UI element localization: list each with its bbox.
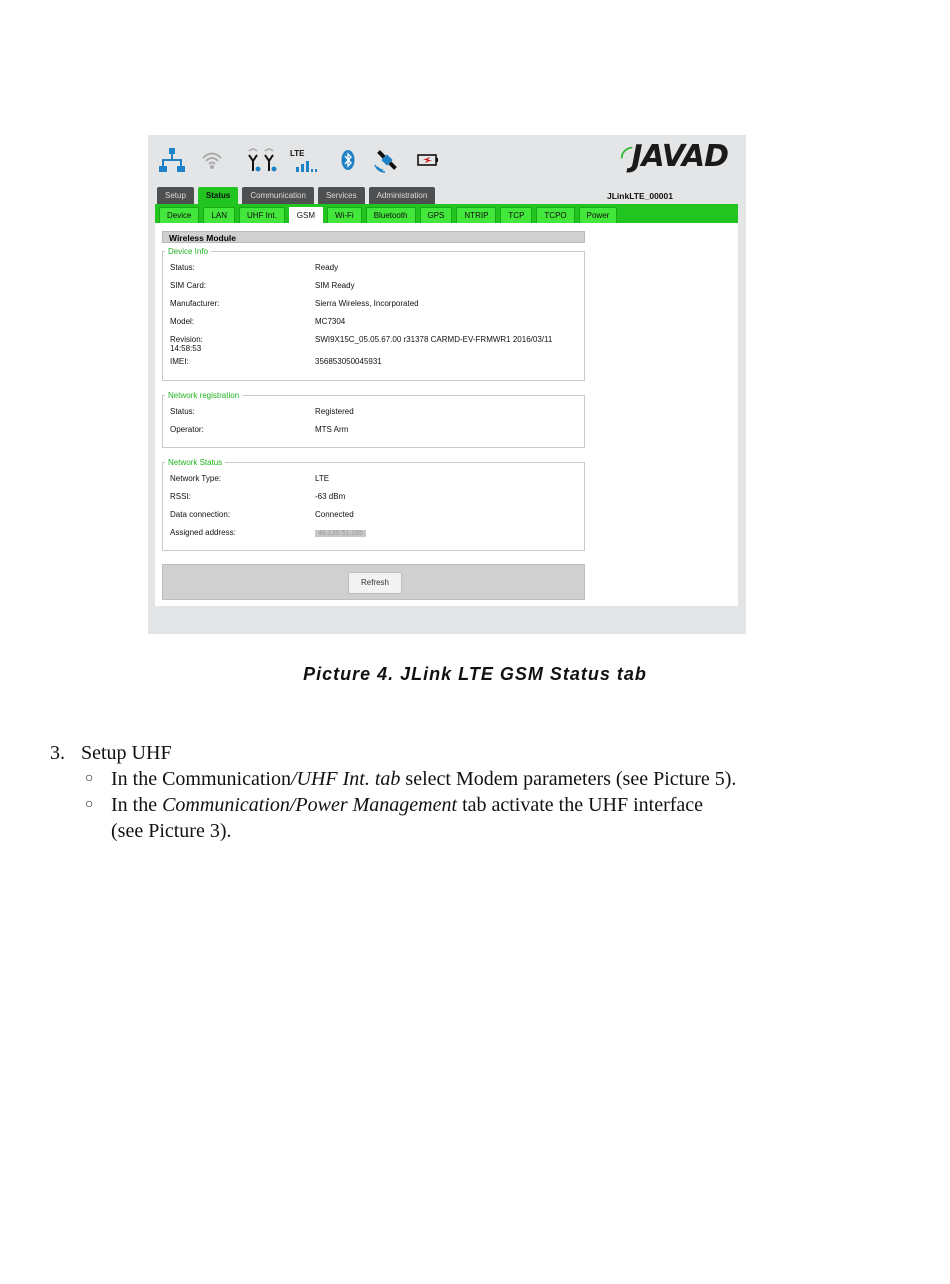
uhf-antenna-icon bbox=[244, 145, 278, 175]
tab-services[interactable]: Services bbox=[318, 187, 365, 204]
satellite-icon bbox=[374, 145, 400, 175]
sub-tabs bbox=[159, 207, 617, 224]
subtab-power[interactable]: Power bbox=[579, 207, 618, 224]
network-icon bbox=[158, 145, 186, 175]
subtab-lan[interactable]: LAN bbox=[203, 207, 235, 224]
subtab-tcpo[interactable]: TCPO bbox=[536, 207, 574, 224]
subtab-bluetooth[interactable]: Bluetooth bbox=[366, 207, 416, 224]
subtab-gps[interactable]: GPS bbox=[420, 207, 453, 224]
javad-logo: ◜JAVAD bbox=[620, 139, 728, 174]
subtab-uhf-int[interactable]: UHF Int. bbox=[239, 207, 285, 224]
battery-icon bbox=[416, 145, 440, 175]
device-info-group: Device Info Status: Ready SIM Card: SIM Ready Manufacturer: Sierra Wireless, Incorporated Model: MC7304 Revision: 14:58:53 SWI9X15C_05.05.67.00 r31378 CARMD-EV-FRMWR1 2016/03/11 IMEI: 356853050045931 bbox=[162, 247, 585, 381]
network-status-legend: Network Status bbox=[168, 458, 223, 467]
step-title: Setup UHF bbox=[81, 742, 172, 764]
bullet-marker: ○ bbox=[85, 797, 94, 812]
device-info-legend: Device Info bbox=[168, 247, 209, 256]
tab-setup[interactable]: Setup bbox=[157, 187, 194, 204]
subtab-tcp[interactable]: TCP bbox=[500, 207, 532, 224]
tab-status[interactable]: Status bbox=[198, 187, 238, 204]
bullet-2-text: In the Communication/Power Management tab activate the UHF interface bbox=[111, 794, 704, 816]
bluetooth-icon bbox=[340, 145, 356, 175]
subtab-gsm[interactable]: GSM bbox=[289, 207, 323, 224]
screenshot-frame bbox=[148, 135, 746, 634]
bullet-1-text: In the Communication/UHF Int. tab select Modem parameters (see Picture 5). bbox=[111, 768, 737, 790]
panel-title: Wireless Module bbox=[162, 231, 585, 243]
status-icon-bar bbox=[148, 135, 746, 185]
redacted-address: 46.130.51.165 bbox=[315, 530, 366, 537]
subtab-device[interactable]: Device bbox=[159, 207, 199, 224]
network-registration-legend: Network registration bbox=[168, 391, 240, 400]
main-tabs bbox=[157, 187, 435, 204]
content-area bbox=[155, 223, 738, 606]
tab-administration[interactable]: Administration bbox=[369, 187, 436, 204]
network-registration-group: Network registration Status: Registered Operator: MTS Arm bbox=[162, 391, 585, 448]
step-number: 3. bbox=[50, 742, 65, 764]
subtab-wifi[interactable]: Wi-Fi bbox=[327, 207, 362, 224]
tab-communication[interactable]: Communication bbox=[242, 187, 314, 204]
refresh-area bbox=[162, 564, 585, 600]
lte-signal-icon: LTE bbox=[290, 145, 322, 175]
wifi-icon bbox=[200, 145, 224, 175]
figure-caption: Picture 4. JLink LTE GSM Status tab bbox=[303, 664, 647, 684]
bullet-marker: ○ bbox=[85, 771, 94, 786]
subtab-ntrip[interactable]: NTRIP bbox=[456, 207, 496, 224]
bullet-2-continuation: (see Picture 3). bbox=[111, 820, 232, 842]
network-status-group: Network Status Network Type: LTE RSSI: -63 dBm Data connection: Connected Assigned address: 46.130.51.165 bbox=[162, 458, 585, 551]
refresh-button[interactable]: Refresh bbox=[348, 572, 402, 594]
device-name: JLinkLTE_00001 bbox=[607, 191, 673, 201]
